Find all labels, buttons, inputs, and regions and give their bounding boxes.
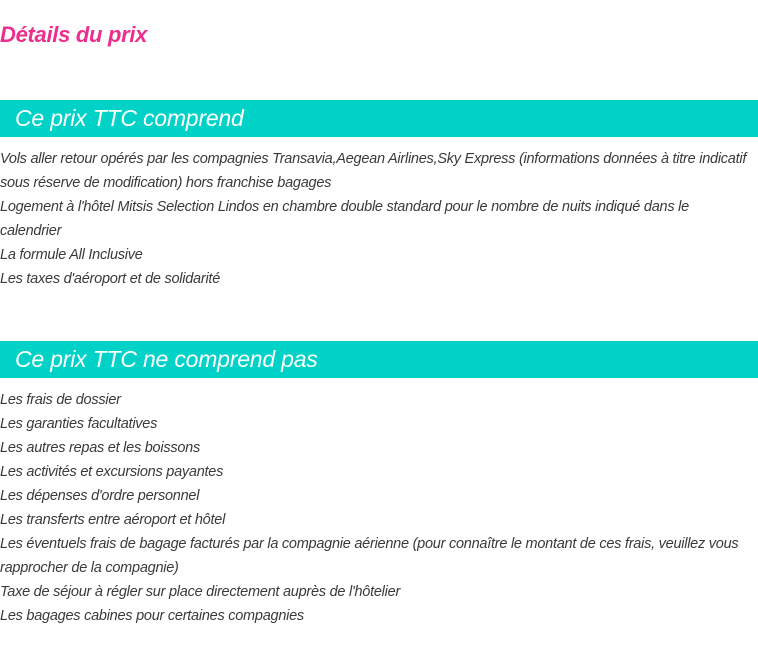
page-title: Détails du prix	[0, 22, 148, 47]
excludes-heading: Ce prix TTC ne comprend pas	[15, 346, 318, 372]
list-item: Les frais de dossier	[0, 392, 121, 408]
includes-heading: Ce prix TTC comprend	[15, 105, 244, 131]
list-item: Les bagages cabines pour certaines compagnies	[0, 608, 304, 624]
list-item: Les garanties facultatives	[0, 416, 158, 432]
list-item: La formule All Inclusive	[0, 247, 143, 263]
list-item: Les activités et excursions payantes	[0, 464, 224, 480]
list-item: Vols aller retour opérés par les compagnies Transavia,Aegean Airlines,Sky Express (informations données à titre indicatif sous réserve de modification) hors franchise bagages	[0, 151, 747, 191]
list-item: Les dépenses d'ordre personnel	[0, 488, 200, 504]
list-item: Les éventuels frais de bagage facturés par la compagnie aérienne (pour connaître le montant de ces frais, veuillez vous rapprocher de la compagnie)	[0, 536, 739, 576]
excludes-section-header	[0, 341, 758, 378]
list-item: Les autres repas et les boissons	[0, 440, 200, 456]
includes-section-header	[0, 100, 758, 137]
excludes-list	[0, 388, 752, 628]
list-item: Les taxes d'aéroport et de solidarité	[0, 271, 221, 287]
includes-list	[0, 147, 752, 291]
list-item: Taxe de séjour à régler sur place directement auprès de l'hôtelier	[0, 584, 401, 600]
list-item: Les transferts entre aéroport et hôtel	[0, 512, 226, 528]
list-item: Logement à l'hôtel Mitsis Selection Lindos en chambre double standard pour le nombre de nuits indiqué dans le calendrier	[0, 199, 689, 239]
